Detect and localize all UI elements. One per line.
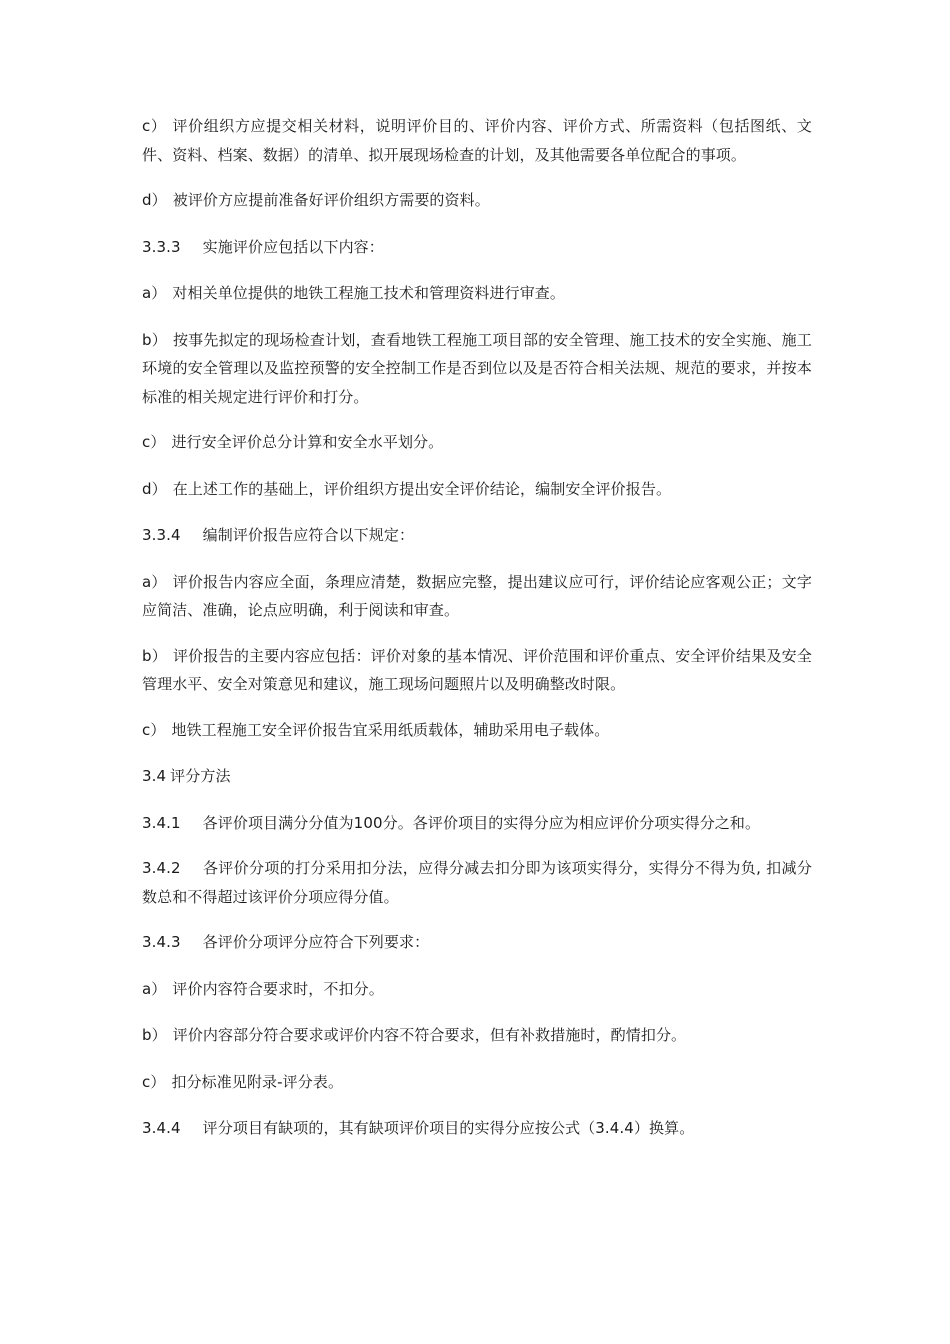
section-text: 各评价分项的打分采用扣分法，应得分减去扣分即为该项实得分，实得分不得为负, 扣减分数总和不得超过该评价分项应得分值。 <box>142 859 812 906</box>
item-label: c） <box>142 117 167 135</box>
section-number: 3.4.2 <box>142 859 181 877</box>
item-label: d） <box>142 479 167 498</box>
section-3-4-1 <box>142 809 812 838</box>
paragraph-c-scoring <box>142 428 812 457</box>
section-text: 各评价项目满分分值为100分。各评价项目的实得分应为相应评价分项实得分之和。 <box>202 813 761 832</box>
paragraph-text: 评价组织方应提交相关材料，说明评价目的、评价内容、评价方式、所需资料（包括图纸、文件、资料、档案、数据）的清单、拟开展现场检查的计划，及其他需要各单位配合的事项。 <box>142 117 812 164</box>
section-3-4-2 <box>142 854 812 911</box>
paragraph-c-materials <box>142 112 812 169</box>
item-label: b） <box>142 330 167 349</box>
paragraph-text: 被评价方应提前准备好评价组织方需要的资料。 <box>172 191 490 209</box>
paragraph-text: 在上述工作的基础上，评价组织方提出安全评价结论，编制安全评价报告。 <box>172 479 672 498</box>
section-3-3-3 <box>142 233 812 262</box>
section-3-4-4 <box>142 1114 812 1143</box>
paragraph-text: 评价内容部分符合要求或评价内容不符合要求，但有补救措施时，酌情扣分。 <box>172 1026 687 1044</box>
paragraph-text: 扣分标准见附录-评分表。 <box>171 1072 344 1091</box>
paragraph-text: 地铁工程施工安全评价报告宜采用纸质载体，辅助采用电子载体。 <box>171 720 610 739</box>
item-label: a） <box>142 284 167 302</box>
paragraph-c-report-carrier <box>142 716 812 745</box>
section-3-4 <box>142 762 812 791</box>
paragraph-text: 评价报告的主要内容应包括：评价对象的基本情况、评价范围和评价重点、安全评价结果及安全管理水平、安全对策意见和建议，施工现场问题照片以及明确整改时限。 <box>142 646 812 693</box>
paragraph-b-partial-deduction <box>142 1021 812 1050</box>
section-number: 3.4 <box>142 767 167 785</box>
paragraph-text: 对相关单位提供的地铁工程施工技术和管理资料进行审查。 <box>172 284 566 302</box>
paragraph-a-report-content <box>142 568 812 625</box>
section-text: 实施评价应包括以下内容： <box>202 237 384 256</box>
section-number: 3.3.4 <box>142 526 181 544</box>
item-label: b） <box>142 1026 167 1044</box>
section-number: 3.4.4 <box>142 1119 181 1137</box>
section-number: 3.4.3 <box>142 933 181 951</box>
paragraph-text: 进行安全评价总分计算和安全水平划分。 <box>171 433 444 451</box>
paragraph-text: 评价内容符合要求时，不扣分。 <box>172 979 384 998</box>
section-text: 各评价分项评分应符合下列要求： <box>202 933 430 951</box>
paragraph-a-review <box>142 279 812 308</box>
paragraph-d-prepare <box>142 186 812 215</box>
paragraph-c-appendix <box>142 1068 812 1097</box>
paragraph-b-inspection <box>142 326 812 412</box>
item-label: d） <box>142 191 167 209</box>
item-label: a） <box>142 572 167 591</box>
section-text: 评分方法 <box>170 767 231 785</box>
section-text: 评分项目有缺项的，其有缺项评价项目的实得分应按公式（3.4.4）换算。 <box>202 1119 695 1137</box>
section-number: 3.3.3 <box>142 237 181 256</box>
item-label: c） <box>142 720 166 739</box>
item-label: b） <box>142 646 167 665</box>
paragraph-a-no-deduction <box>142 975 812 1004</box>
paragraph-text: 评价报告内容应全面，条理应清楚，数据应完整，提出建议应可行，评价结论应客观公正；文字应简洁、准确，论点应明确，利于阅读和审查。 <box>142 572 812 619</box>
section-number: 3.4.1 <box>142 813 181 832</box>
section-3-3-4 <box>142 521 812 550</box>
item-label: a） <box>142 979 167 998</box>
section-text: 编制评价报告应符合以下规定： <box>202 526 415 544</box>
item-label: c） <box>142 433 166 451</box>
paragraph-b-report-main <box>142 642 812 699</box>
paragraph-text: 按事先拟定的现场检查计划，查看地铁工程施工项目部的安全管理、施工技术的安全实施、施工环境的安全管理以及监控预警的安全控制工作是否到位以及是否符合相关法规、规范的要求，并按本标准的相关规定进行评价和打分。 <box>142 330 812 406</box>
paragraph-d-conclusion <box>142 475 812 504</box>
item-label: c） <box>142 1072 166 1091</box>
section-3-4-3 <box>142 928 812 957</box>
